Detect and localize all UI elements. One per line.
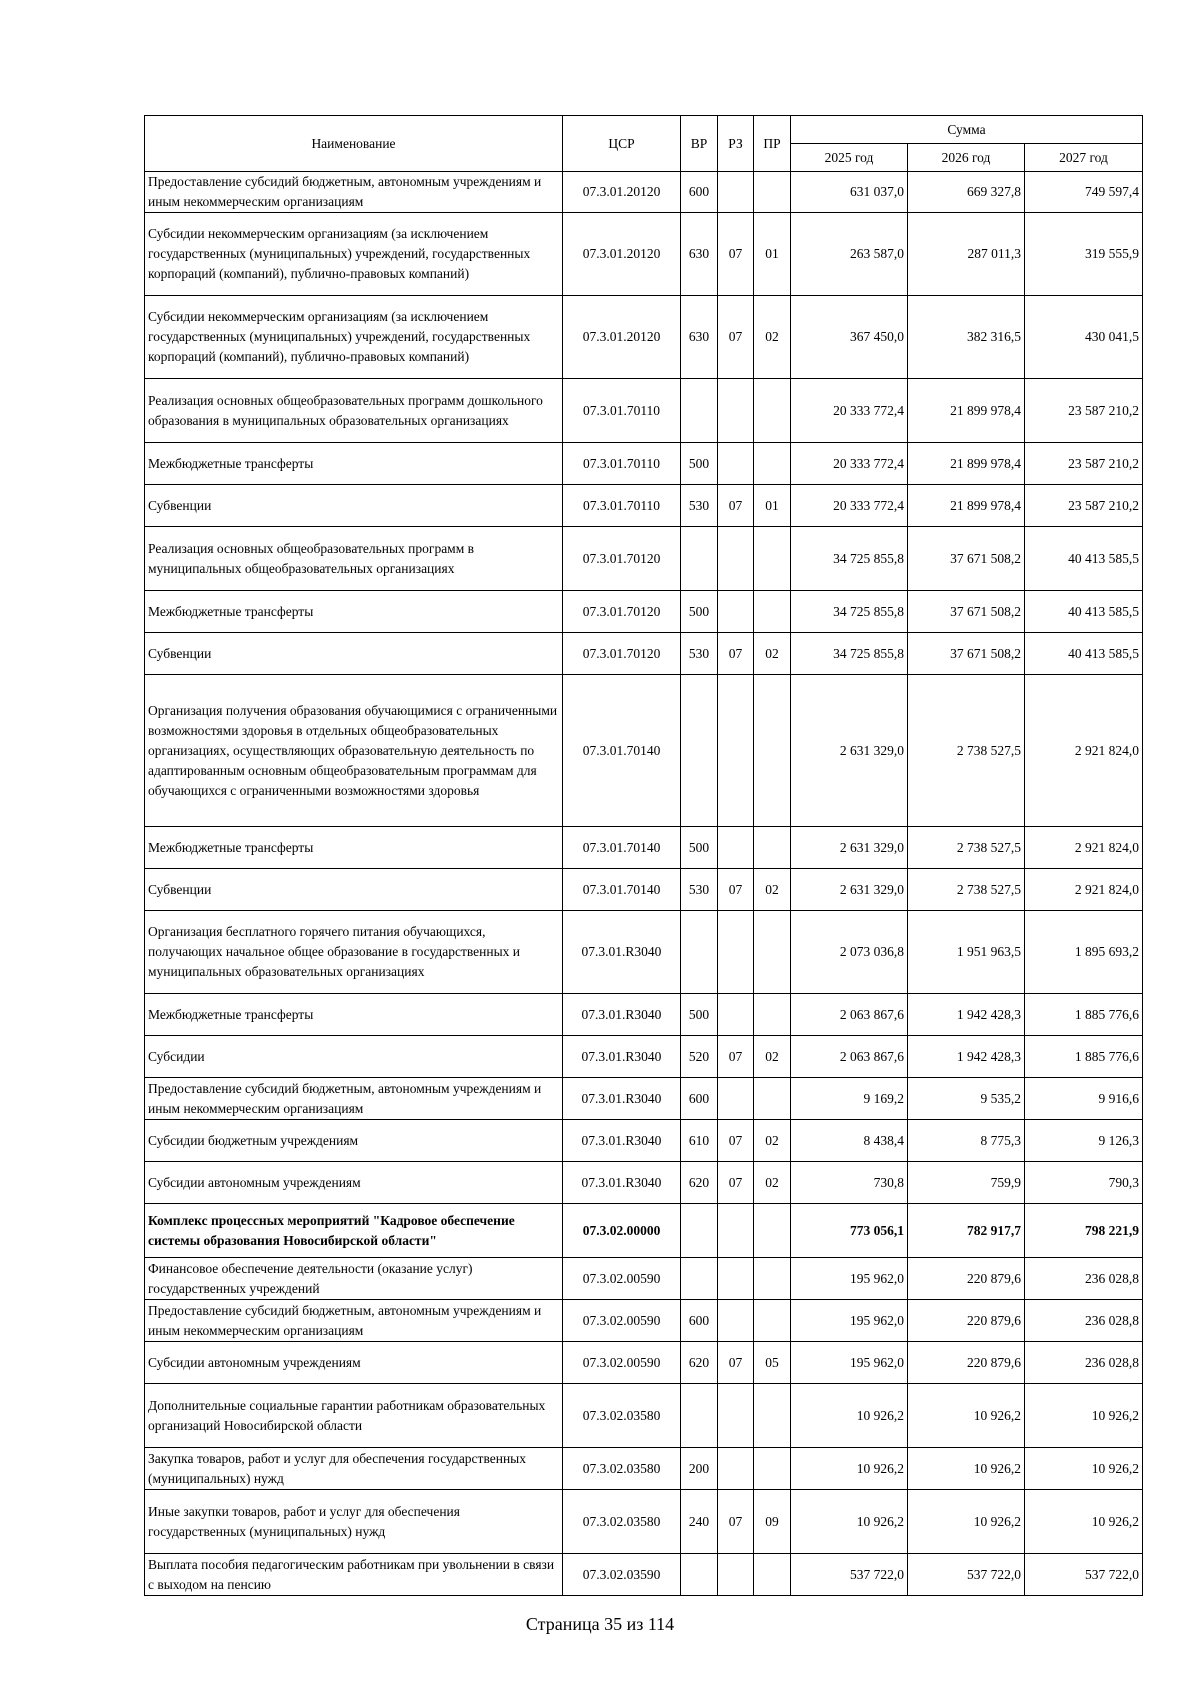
cell-vr: 600	[681, 172, 718, 213]
cell-pr: 02	[754, 296, 791, 379]
cell-s2027: 1 885 776,6	[1025, 1036, 1143, 1078]
header-rz: РЗ	[718, 116, 754, 172]
cell-s2026: 2 738 527,5	[908, 675, 1025, 827]
cell-rz: 07	[718, 1342, 754, 1384]
cell-name: Реализация основных общеобразовательных программ в муниципальных общеобразовательных организациях	[145, 527, 563, 591]
cell-rz	[718, 1258, 754, 1300]
cell-csr: 07.3.02.00590	[563, 1342, 681, 1384]
cell-pr	[754, 443, 791, 485]
cell-s2026: 382 316,5	[908, 296, 1025, 379]
cell-s2026: 669 327,8	[908, 172, 1025, 213]
cell-pr	[754, 379, 791, 443]
header-name: Наименование	[145, 116, 563, 172]
cell-pr	[754, 1300, 791, 1342]
cell-pr	[754, 1078, 791, 1120]
table-row	[145, 827, 1143, 869]
table-row	[145, 1448, 1143, 1490]
cell-csr: 07.3.01.70140	[563, 675, 681, 827]
cell-rz	[718, 1078, 754, 1120]
cell-s2025: 2 631 329,0	[791, 675, 908, 827]
cell-rz: 07	[718, 1490, 754, 1554]
cell-csr: 07.3.02.00000	[563, 1204, 681, 1258]
cell-s2025: 195 962,0	[791, 1258, 908, 1300]
cell-pr	[754, 527, 791, 591]
cell-s2026: 10 926,2	[908, 1448, 1025, 1490]
cell-csr: 07.3.01.70120	[563, 633, 681, 675]
cell-s2027: 10 926,2	[1025, 1448, 1143, 1490]
cell-name: Предоставление субсидий бюджетным, автономным учреждениям и иным некоммерческим организациям	[145, 1300, 563, 1342]
cell-name: Субсидии	[145, 1036, 563, 1078]
cell-s2026: 1 942 428,3	[908, 994, 1025, 1036]
cell-csr: 07.3.01.R3040	[563, 1162, 681, 1204]
cell-rz: 07	[718, 485, 754, 527]
table-row	[145, 675, 1143, 827]
cell-s2026: 220 879,6	[908, 1342, 1025, 1384]
header-sum: Сумма	[791, 116, 1143, 144]
cell-name: Межбюджетные трансферты	[145, 443, 563, 485]
cell-s2025: 2 073 036,8	[791, 911, 908, 994]
cell-s2025: 730,8	[791, 1162, 908, 1204]
cell-name: Предоставление субсидий бюджетным, автономным учреждениям и иным некоммерческим организациям	[145, 1078, 563, 1120]
cell-csr: 07.3.02.00590	[563, 1300, 681, 1342]
cell-pr: 02	[754, 869, 791, 911]
table-row	[145, 994, 1143, 1036]
cell-csr: 07.3.01.R3040	[563, 1036, 681, 1078]
cell-name: Дополнительные социальные гарантии работникам образовательных организаций Новосибирской области	[145, 1384, 563, 1448]
cell-vr: 500	[681, 994, 718, 1036]
cell-s2025: 20 333 772,4	[791, 485, 908, 527]
cell-pr: 09	[754, 1490, 791, 1554]
cell-pr: 02	[754, 1162, 791, 1204]
cell-rz	[718, 1554, 754, 1596]
cell-vr	[681, 675, 718, 827]
cell-s2025: 20 333 772,4	[791, 379, 908, 443]
cell-csr: 07.3.01.70110	[563, 485, 681, 527]
cell-s2025: 2 063 867,6	[791, 1036, 908, 1078]
cell-vr: 530	[681, 633, 718, 675]
cell-name: Межбюджетные трансферты	[145, 591, 563, 633]
cell-s2026: 2 738 527,5	[908, 827, 1025, 869]
cell-s2025: 195 962,0	[791, 1342, 908, 1384]
cell-rz: 07	[718, 1036, 754, 1078]
table-row	[145, 527, 1143, 591]
cell-name: Финансовое обеспечение деятельности (оказание услуг) государственных учреждений	[145, 1258, 563, 1300]
cell-s2026: 9 535,2	[908, 1078, 1025, 1120]
cell-csr: 07.3.01.70110	[563, 379, 681, 443]
table-row	[145, 1078, 1143, 1120]
table-row	[145, 172, 1143, 213]
cell-rz	[718, 527, 754, 591]
cell-name: Субсидии автономным учреждениям	[145, 1162, 563, 1204]
cell-csr: 07.3.01.R3040	[563, 911, 681, 994]
table-row	[145, 485, 1143, 527]
cell-s2027: 2 921 824,0	[1025, 869, 1143, 911]
cell-vr	[681, 1204, 718, 1258]
cell-s2027: 10 926,2	[1025, 1490, 1143, 1554]
cell-csr: 07.3.01.70120	[563, 527, 681, 591]
cell-s2025: 9 169,2	[791, 1078, 908, 1120]
cell-vr: 630	[681, 213, 718, 296]
cell-pr	[754, 591, 791, 633]
cell-s2027: 790,3	[1025, 1162, 1143, 1204]
cell-pr: 02	[754, 1120, 791, 1162]
cell-pr	[754, 1258, 791, 1300]
cell-s2027: 430 041,5	[1025, 296, 1143, 379]
cell-s2026: 21 899 978,4	[908, 485, 1025, 527]
cell-s2026: 537 722,0	[908, 1554, 1025, 1596]
cell-s2026: 21 899 978,4	[908, 443, 1025, 485]
cell-csr: 07.3.02.03590	[563, 1554, 681, 1596]
cell-rz	[718, 1300, 754, 1342]
cell-name: Межбюджетные трансферты	[145, 827, 563, 869]
table-row	[145, 869, 1143, 911]
cell-vr: 620	[681, 1162, 718, 1204]
table-row	[145, 379, 1143, 443]
cell-rz	[718, 379, 754, 443]
cell-s2026: 10 926,2	[908, 1490, 1025, 1554]
cell-s2026: 220 879,6	[908, 1258, 1025, 1300]
cell-rz	[718, 443, 754, 485]
cell-rz	[718, 675, 754, 827]
cell-pr	[754, 1204, 791, 1258]
cell-csr: 07.3.01.70110	[563, 443, 681, 485]
header-year-2026: 2026 год	[908, 144, 1025, 172]
cell-s2027: 40 413 585,5	[1025, 633, 1143, 675]
table-row	[145, 1490, 1143, 1554]
cell-csr: 07.3.02.03580	[563, 1448, 681, 1490]
cell-s2026: 287 011,3	[908, 213, 1025, 296]
cell-rz: 07	[718, 296, 754, 379]
cell-s2025: 20 333 772,4	[791, 443, 908, 485]
cell-s2026: 1 942 428,3	[908, 1036, 1025, 1078]
cell-csr: 07.3.01.R3040	[563, 994, 681, 1036]
cell-s2025: 2 063 867,6	[791, 994, 908, 1036]
cell-s2027: 10 926,2	[1025, 1384, 1143, 1448]
cell-s2026: 37 671 508,2	[908, 527, 1025, 591]
cell-s2026: 759,9	[908, 1162, 1025, 1204]
table-row	[145, 213, 1143, 296]
cell-csr: 07.3.01.20120	[563, 172, 681, 213]
cell-pr	[754, 827, 791, 869]
cell-s2027: 236 028,8	[1025, 1300, 1143, 1342]
cell-s2027: 9 916,6	[1025, 1078, 1143, 1120]
cell-name: Выплата пособия педагогическим работникам при увольнении в связи с выходом на пенсию	[145, 1554, 563, 1596]
cell-name: Субсидии автономным учреждениям	[145, 1342, 563, 1384]
cell-rz: 07	[718, 869, 754, 911]
table-row	[145, 1384, 1143, 1448]
cell-name: Субсидии некоммерческим организациям (за исключением государственных (муниципальных) учреждений, государственных корпораций (компаний), публично-правовых компаний)	[145, 296, 563, 379]
cell-s2027: 1 895 693,2	[1025, 911, 1143, 994]
cell-pr	[754, 1448, 791, 1490]
cell-name: Субвенции	[145, 869, 563, 911]
cell-s2027: 40 413 585,5	[1025, 591, 1143, 633]
cell-s2027: 236 028,8	[1025, 1342, 1143, 1384]
cell-pr	[754, 1384, 791, 1448]
cell-vr: 620	[681, 1342, 718, 1384]
cell-s2027: 798 221,9	[1025, 1204, 1143, 1258]
page-number: Страница 35 из 114	[525, 1614, 675, 1634]
cell-name: Иные закупки товаров, работ и услуг для обеспечения государственных (муниципальных) нужд	[145, 1490, 563, 1554]
header-csr: ЦСР	[563, 116, 681, 172]
cell-s2027: 236 028,8	[1025, 1258, 1143, 1300]
cell-csr: 07.3.02.00590	[563, 1258, 681, 1300]
cell-vr: 200	[681, 1448, 718, 1490]
cell-pr	[754, 172, 791, 213]
cell-pr: 02	[754, 633, 791, 675]
cell-pr	[754, 1554, 791, 1596]
cell-csr: 07.3.02.03580	[563, 1490, 681, 1554]
cell-s2026: 2 738 527,5	[908, 869, 1025, 911]
cell-vr: 600	[681, 1300, 718, 1342]
cell-csr: 07.3.01.20120	[563, 296, 681, 379]
cell-s2027: 23 587 210,2	[1025, 379, 1143, 443]
cell-s2026: 8 775,3	[908, 1120, 1025, 1162]
table-row	[145, 1204, 1143, 1258]
cell-s2027: 23 587 210,2	[1025, 485, 1143, 527]
cell-vr: 500	[681, 591, 718, 633]
cell-s2027: 537 722,0	[1025, 1554, 1143, 1596]
table-row	[145, 633, 1143, 675]
cell-csr: 07.3.01.70140	[563, 827, 681, 869]
cell-name: Межбюджетные трансферты	[145, 994, 563, 1036]
cell-vr	[681, 379, 718, 443]
cell-rz	[718, 994, 754, 1036]
cell-rz	[718, 911, 754, 994]
table-header	[145, 116, 1143, 172]
cell-s2025: 367 450,0	[791, 296, 908, 379]
cell-name: Реализация основных общеобразовательных программ дошкольного образования в муниципальных образовательных организациях	[145, 379, 563, 443]
table-row	[145, 911, 1143, 994]
cell-s2026: 782 917,7	[908, 1204, 1025, 1258]
cell-rz	[718, 1204, 754, 1258]
cell-s2026: 220 879,6	[908, 1300, 1025, 1342]
cell-s2025: 10 926,2	[791, 1384, 908, 1448]
cell-s2025: 195 962,0	[791, 1300, 908, 1342]
table-row	[145, 1162, 1143, 1204]
cell-s2025: 34 725 855,8	[791, 591, 908, 633]
cell-rz: 07	[718, 633, 754, 675]
cell-s2027: 40 413 585,5	[1025, 527, 1143, 591]
cell-rz	[718, 172, 754, 213]
cell-s2025: 537 722,0	[791, 1554, 908, 1596]
header-year-2027: 2027 год	[1025, 144, 1143, 172]
cell-s2025: 631 037,0	[791, 172, 908, 213]
cell-rz	[718, 1448, 754, 1490]
cell-rz: 07	[718, 213, 754, 296]
cell-pr: 05	[754, 1342, 791, 1384]
table-row	[145, 1036, 1143, 1078]
cell-name: Субвенции	[145, 485, 563, 527]
cell-vr: 530	[681, 485, 718, 527]
header-vr: ВР	[681, 116, 718, 172]
cell-rz: 07	[718, 1162, 754, 1204]
cell-s2025: 2 631 329,0	[791, 827, 908, 869]
cell-vr	[681, 1384, 718, 1448]
cell-name: Субвенции	[145, 633, 563, 675]
cell-vr: 520	[681, 1036, 718, 1078]
cell-s2026: 37 671 508,2	[908, 591, 1025, 633]
cell-vr	[681, 1554, 718, 1596]
cell-vr: 500	[681, 443, 718, 485]
table-row	[145, 1120, 1143, 1162]
cell-s2025: 34 725 855,8	[791, 633, 908, 675]
cell-s2026: 1 951 963,5	[908, 911, 1025, 994]
table-body	[145, 172, 1143, 1596]
cell-vr: 610	[681, 1120, 718, 1162]
cell-csr: 07.3.01.20120	[563, 213, 681, 296]
header-year-2025: 2025 год	[791, 144, 908, 172]
cell-s2025: 10 926,2	[791, 1490, 908, 1554]
cell-csr: 07.3.02.03580	[563, 1384, 681, 1448]
cell-s2026: 37 671 508,2	[908, 633, 1025, 675]
cell-rz	[718, 827, 754, 869]
cell-vr: 600	[681, 1078, 718, 1120]
cell-s2025: 10 926,2	[791, 1448, 908, 1490]
cell-vr: 500	[681, 827, 718, 869]
table-row	[145, 591, 1143, 633]
cell-name: Предоставление субсидий бюджетным, автономным учреждениям и иным некоммерческим организациям	[145, 172, 563, 213]
cell-vr	[681, 911, 718, 994]
cell-s2025: 8 438,4	[791, 1120, 908, 1162]
table-row	[145, 296, 1143, 379]
cell-pr: 01	[754, 213, 791, 296]
cell-name: Организация бесплатного горячего питания обучающихся, получающих начальное общее образование в государственных и муниципальных образовательных организациях	[145, 911, 563, 994]
cell-vr	[681, 527, 718, 591]
cell-s2027: 1 885 776,6	[1025, 994, 1143, 1036]
cell-csr: 07.3.01.R3040	[563, 1120, 681, 1162]
cell-s2027: 9 126,3	[1025, 1120, 1143, 1162]
cell-csr: 07.3.01.70120	[563, 591, 681, 633]
cell-name: Субсидии бюджетным учреждениям	[145, 1120, 563, 1162]
cell-rz	[718, 1384, 754, 1448]
cell-s2027: 749 597,4	[1025, 172, 1143, 213]
cell-s2025: 34 725 855,8	[791, 527, 908, 591]
cell-csr: 07.3.01.70140	[563, 869, 681, 911]
cell-s2026: 10 926,2	[908, 1384, 1025, 1448]
cell-s2027: 2 921 824,0	[1025, 675, 1143, 827]
cell-s2026: 21 899 978,4	[908, 379, 1025, 443]
cell-vr	[681, 1258, 718, 1300]
cell-rz	[718, 591, 754, 633]
cell-vr: 240	[681, 1490, 718, 1554]
cell-s2025: 263 587,0	[791, 213, 908, 296]
cell-vr: 630	[681, 296, 718, 379]
cell-pr: 01	[754, 485, 791, 527]
table-row	[145, 1258, 1143, 1300]
header-pr: ПР	[754, 116, 791, 172]
cell-s2025: 2 631 329,0	[791, 869, 908, 911]
cell-name: Субсидии некоммерческим организациям (за исключением государственных (муниципальных) учреждений, государственных корпораций (компаний), публично-правовых компаний)	[145, 213, 563, 296]
table-row	[145, 1342, 1143, 1384]
cell-vr: 530	[681, 869, 718, 911]
table-row	[145, 443, 1143, 485]
cell-pr	[754, 911, 791, 994]
cell-pr: 02	[754, 1036, 791, 1078]
cell-name: Комплекс процессных мероприятий "Кадровое обеспечение системы образования Новосибирской области"	[145, 1204, 563, 1258]
cell-name: Организация получения образования обучающимися с ограниченными возможностями здоровья в отдельных общеобразовательных организациях, осуществляющих образовательную деятельность по адаптированным основным общеобразовательным программам для обучающихся с ограниченными возможностями здоровья	[145, 675, 563, 827]
cell-rz: 07	[718, 1120, 754, 1162]
cell-s2027: 23 587 210,2	[1025, 443, 1143, 485]
cell-pr	[754, 675, 791, 827]
cell-pr	[754, 994, 791, 1036]
table-row	[145, 1300, 1143, 1342]
budget-table	[144, 115, 1143, 1596]
cell-name: Закупка товаров, работ и услуг для обеспечения государственных (муниципальных) нужд	[145, 1448, 563, 1490]
cell-s2027: 319 555,9	[1025, 213, 1143, 296]
cell-s2025: 773 056,1	[791, 1204, 908, 1258]
table-row	[145, 1554, 1143, 1596]
cell-s2027: 2 921 824,0	[1025, 827, 1143, 869]
cell-csr: 07.3.01.R3040	[563, 1078, 681, 1120]
